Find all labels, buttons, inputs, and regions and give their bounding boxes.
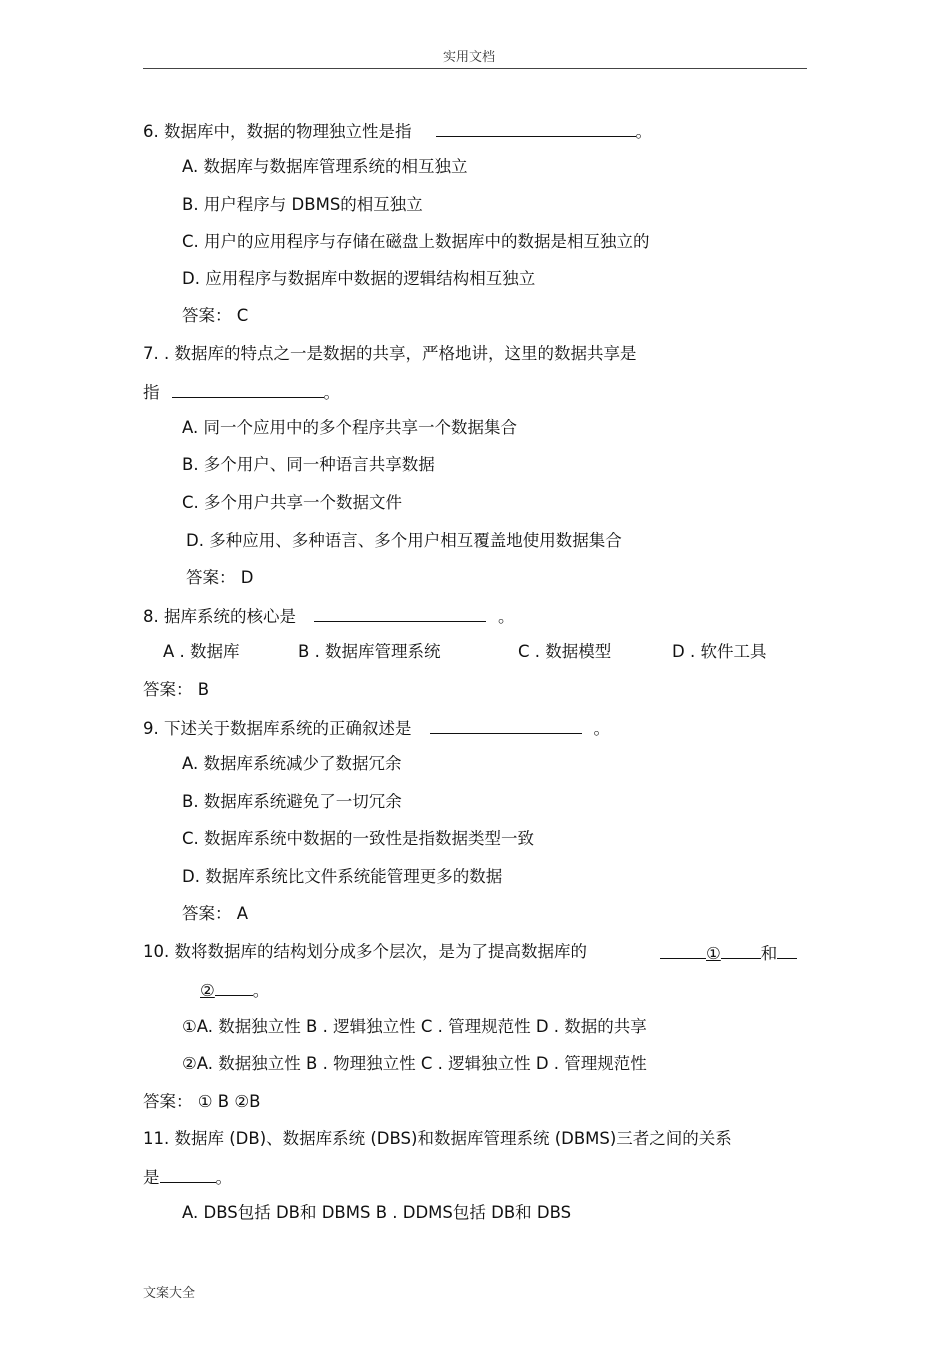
option-a: A. DBS包括 DB和 DBMS B . DDMS包括 DB和 DBS <box>182 1203 572 1222</box>
question-end: 。 <box>593 719 610 738</box>
option-d: D . 软件工具 <box>672 642 767 661</box>
answer-blank <box>436 120 636 137</box>
option-a: A. 数据库与数据库管理系统的相互独立 <box>182 157 468 176</box>
question-end: 。 <box>498 607 515 626</box>
header-rule <box>143 68 807 69</box>
question-9-stem <box>143 717 610 739</box>
option-a: A. 数据库系统减少了数据冗余 <box>182 754 402 773</box>
question-8-stem <box>143 605 515 627</box>
question-end: 。 <box>635 122 652 141</box>
answer-blank <box>172 381 324 398</box>
blank-marker-2: ② <box>200 981 215 1000</box>
question-text: 指 <box>143 383 160 402</box>
answer-blank <box>721 942 761 959</box>
option-b: B. 用户程序与 DBMS的相互独立 <box>182 195 423 214</box>
question-end: 。 <box>323 383 340 402</box>
question-end: 。 <box>252 981 270 1000</box>
question-10-stem: 10. 数将数据库的结构划分成多个层次，是为了提高数据库的 <box>143 942 587 961</box>
blank-marker-1: ① <box>706 944 721 963</box>
option-c: C. 多个用户共享一个数据文件 <box>182 493 403 512</box>
answer-line: 答案： B <box>143 680 210 699</box>
answer-blank <box>215 979 253 996</box>
page-footer: 文案大全 <box>143 1286 196 1301</box>
question-11-stem-cont <box>143 1166 232 1188</box>
option-c: C. 用户的应用程序与存储在磁盘上数据库中的数据是相互独立的 <box>182 232 650 251</box>
question-text: 9. 下述关于数据库系统的正确叙述是 <box>143 719 412 738</box>
option-b: B. 多个用户、同一种语言共享数据 <box>182 455 435 474</box>
option-d: D. 应用程序与数据库中数据的逻辑结构相互独立 <box>182 269 536 288</box>
options-row-1: ①A. 数据独立性 B . 逻辑独立性 C . 管理规范性 D . 数据的共享 <box>182 1017 647 1036</box>
answer-blank <box>777 942 797 959</box>
question-end: 。 <box>215 1168 232 1187</box>
answer-blank <box>160 1166 216 1183</box>
question-6-stem <box>143 120 652 142</box>
answer-line: 答案： D <box>186 568 254 587</box>
option-c: C . 数据模型 <box>518 642 612 661</box>
question-7-stem: 7. . 数据库的特点之一是数据的共享，严格地讲，这里的数据共享是 <box>143 344 637 363</box>
question-7-stem-cont <box>143 381 340 403</box>
answer-line: 答案： ① B ②B <box>143 1092 261 1111</box>
answer-blank <box>314 605 486 622</box>
option-b: B . 数据库管理系统 <box>298 642 441 661</box>
answer-line: 答案： A <box>182 904 249 923</box>
conjunction-text: 和 <box>760 944 778 963</box>
options-row-2: ②A. 数据独立性 B . 物理独立性 C . 逻辑独立性 D . 管理规范性 <box>182 1054 647 1073</box>
question-11-stem: 11. 数据库 (DB)、数据库系统 (DBS)和数据库管理系统 (DBMS)三者之间的关系 <box>143 1129 732 1148</box>
question-10-blank-1 <box>660 942 797 964</box>
answer-blank <box>430 717 582 734</box>
option-a: A . 数据库 <box>163 642 240 661</box>
question-text: 是 <box>143 1168 160 1187</box>
answer-blank <box>660 942 706 959</box>
option-b: B. 数据库系统避免了一切冗余 <box>182 792 402 811</box>
page-header: 实用文档 <box>443 50 496 65</box>
option-d: D. 多种应用、多种语言、多个用户相互覆盖地使用数据集合 <box>186 531 622 550</box>
option-c: C. 数据库系统中数据的一致性是指数据类型一致 <box>182 829 535 848</box>
question-10-blank-2 <box>200 979 269 1001</box>
option-d: D. 数据库系统比文件系统能管理更多的数据 <box>182 867 503 886</box>
question-text: 8. 据库系统的核心是 <box>143 607 296 626</box>
option-a: A. 同一个应用中的多个程序共享一个数据集合 <box>182 418 517 437</box>
question-text: 6. 数据库中，数据的物理独立性是指 <box>143 122 412 141</box>
answer-line: 答案： C <box>182 306 249 325</box>
